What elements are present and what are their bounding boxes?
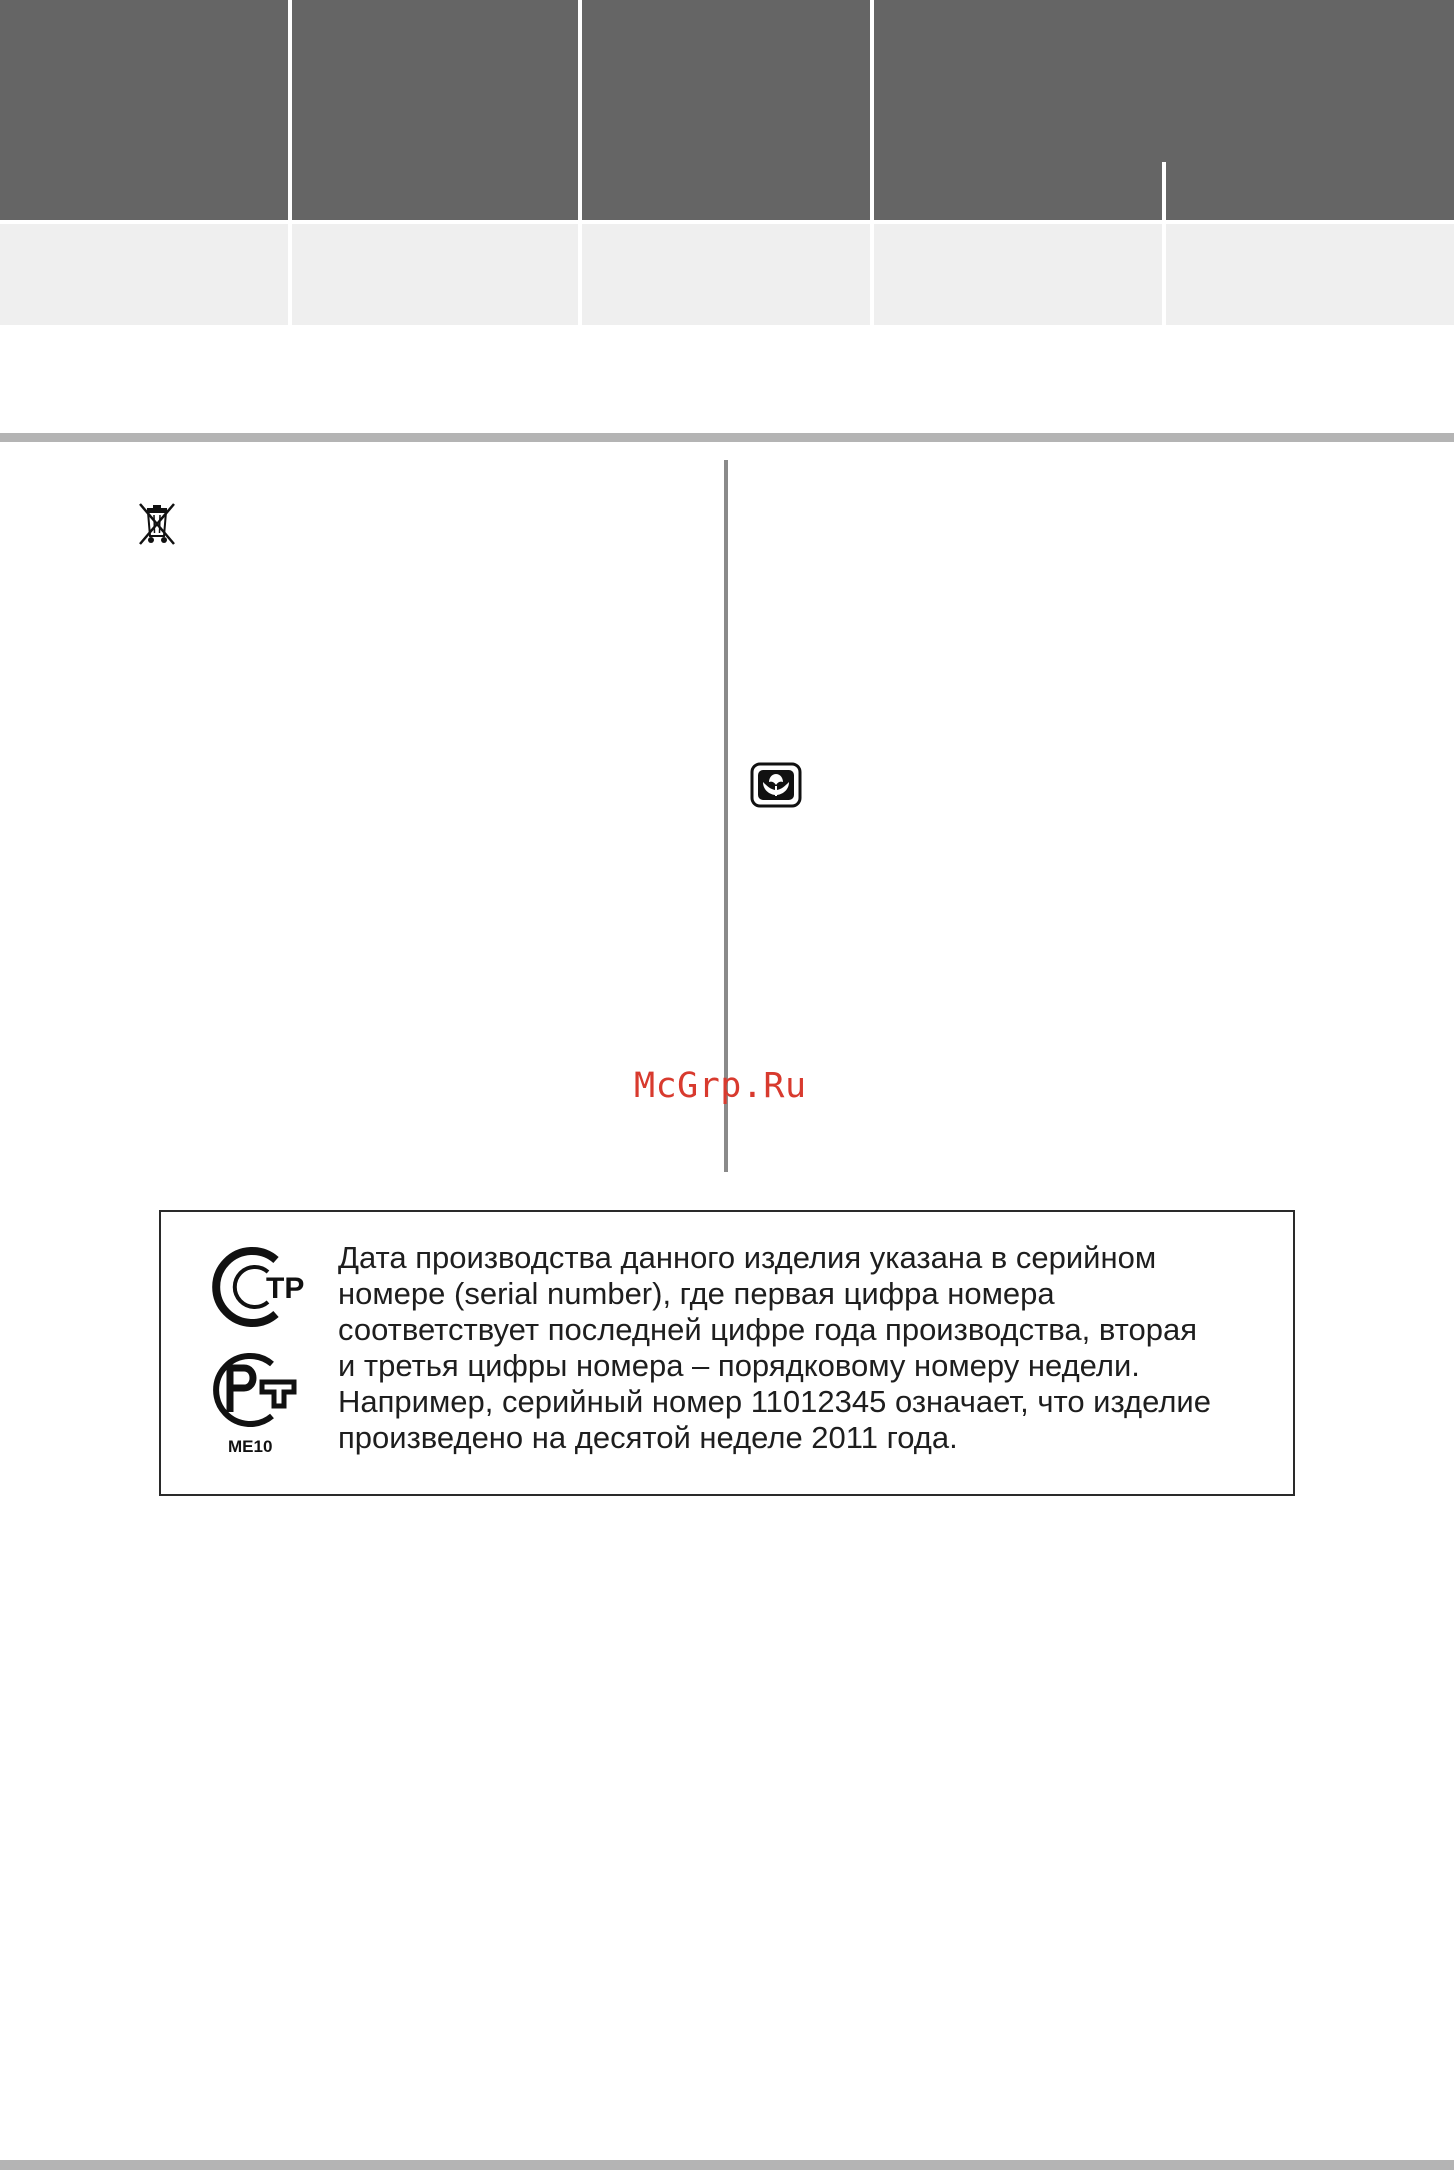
watermark-text: McGrp.Ru: [634, 1066, 807, 1106]
table-cell: [0, 224, 288, 325]
table-cell: [1166, 224, 1454, 325]
spec-table: [0, 0, 1454, 325]
table-cell: [582, 224, 870, 325]
table-subheader-divider: [1162, 162, 1166, 220]
svg-text:ТР: ТР: [266, 1272, 305, 1305]
crossed-out-bin-icon: [138, 502, 176, 546]
table-header-cell: [292, 0, 578, 220]
footer-rule: [0, 2160, 1454, 2170]
table-cell: [874, 224, 1162, 325]
table-header-cell: [0, 0, 288, 220]
eac-certification-mark-icon: [204, 1244, 310, 1330]
certificate-code: ME10: [228, 1437, 273, 1456]
ecolabel-flower-icon: [750, 762, 802, 808]
notice-text: Дата производства данного изделия указана в серийном номере (serial number), где первая цифра номера соответствует последней цифре года производства, вторая и третья цифры номера – порядковому номеру недели. Например, серийный номер 11012345 означает, что изделие произведено на десятой неделе 2011 года.: [338, 1240, 1211, 1455]
table-cell: [292, 224, 578, 325]
rostest-certification-mark-icon: [204, 1350, 304, 1430]
table-header-cell: [582, 0, 870, 220]
section-rule: [0, 433, 1454, 442]
